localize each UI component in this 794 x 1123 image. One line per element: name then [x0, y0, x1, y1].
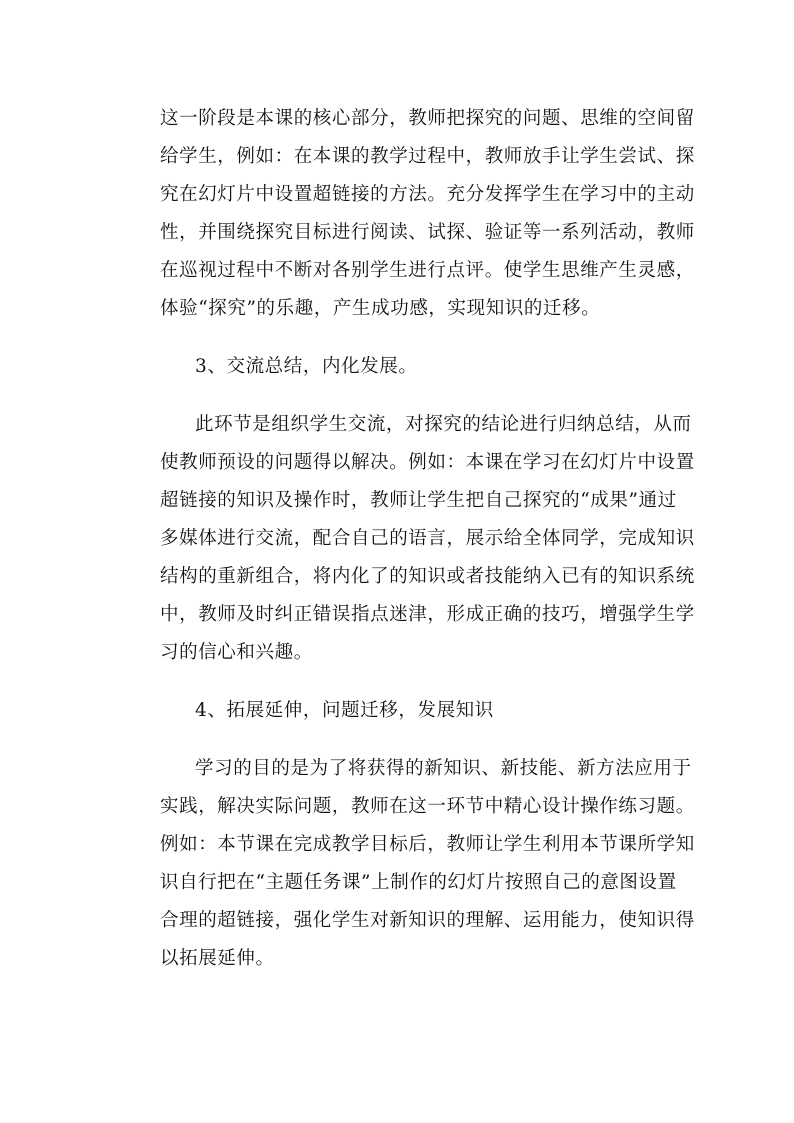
paragraph-line: 以拓展延伸。 [160, 948, 275, 969]
heading-text: 3、交流总结，内化发展。 [195, 356, 418, 377]
paragraph-exploration [160, 100, 695, 328]
paragraph-exchange-summary [160, 406, 695, 672]
paragraph-line: 使教师预设的问题得以解决。例如：本课在学习在幻灯片中设置 [160, 452, 695, 473]
paragraph-line: 实践，解决实际问题，教师在这一环节中精心设计操作练习题。 [160, 796, 695, 817]
heading-text: 4、拓展延伸，问题迁移，发展知识 [195, 700, 494, 721]
paragraph-line: 给学生，例如：在本课的教学过程中，教师放手让学生尝试、探 [160, 146, 695, 167]
paragraph-line: 在巡视过程中不断对各别学生进行点评。使学生思维产生灵感， [160, 260, 695, 281]
paragraph-line: 这一阶段是本课的核心部分，教师把探究的问题、思维的空间留 [160, 108, 695, 129]
block-spacer [160, 730, 680, 750]
paragraph-line: 学习的目的是为了将获得的新知识、新技能、新方法应用于 [195, 758, 692, 779]
paragraph-line: 体验“探究”的乐趣，产生成功感，实现知识的迁移。 [160, 298, 601, 319]
paragraph-extension [160, 750, 695, 978]
paragraph-line: 中，教师及时纠正错误指点迷津，形成正确的技巧，增强学生学 [160, 604, 695, 625]
paragraph-line: 多媒体进行交流，配合自己的语言，展示给全体同学，完成知识 [160, 528, 695, 549]
paragraph-line: 合理的超链接，强化学生对新知识的理解、运用能力，使知识得 [160, 910, 695, 931]
paragraph-line: 性，并围绕探究目标进行阅读、试探、验证等一系列活动，教师 [160, 222, 695, 243]
block-spacer [160, 328, 680, 348]
paragraph-line: 此环节是组织学生交流，对探究的结论进行归纳总结，从而 [195, 414, 692, 435]
paragraph-line: 例如：本节课在完成教学目标后，教师让学生利用本节课所学知 [160, 834, 695, 855]
paragraph-line: 识自行把在“主题任务课”上制作的幻灯片按照自己的意图设置 [160, 872, 677, 893]
heading-step-4 [160, 692, 680, 730]
document-body [160, 100, 695, 978]
heading-step-3 [160, 348, 680, 386]
block-spacer [160, 386, 680, 406]
block-spacer [160, 672, 680, 692]
paragraph-line: 超链接的知识及操作时，教师让学生把自己探究的“成果”通过 [160, 490, 677, 511]
paragraph-line: 结构的重新组合，将内化了的知识或者技能纳入已有的知识系统 [160, 566, 695, 587]
paragraph-line: 习的信心和兴趣。 [160, 642, 313, 663]
paragraph-line: 究在幻灯片中设置超链接的方法。充分发挥学生在学习中的主动 [160, 184, 695, 205]
